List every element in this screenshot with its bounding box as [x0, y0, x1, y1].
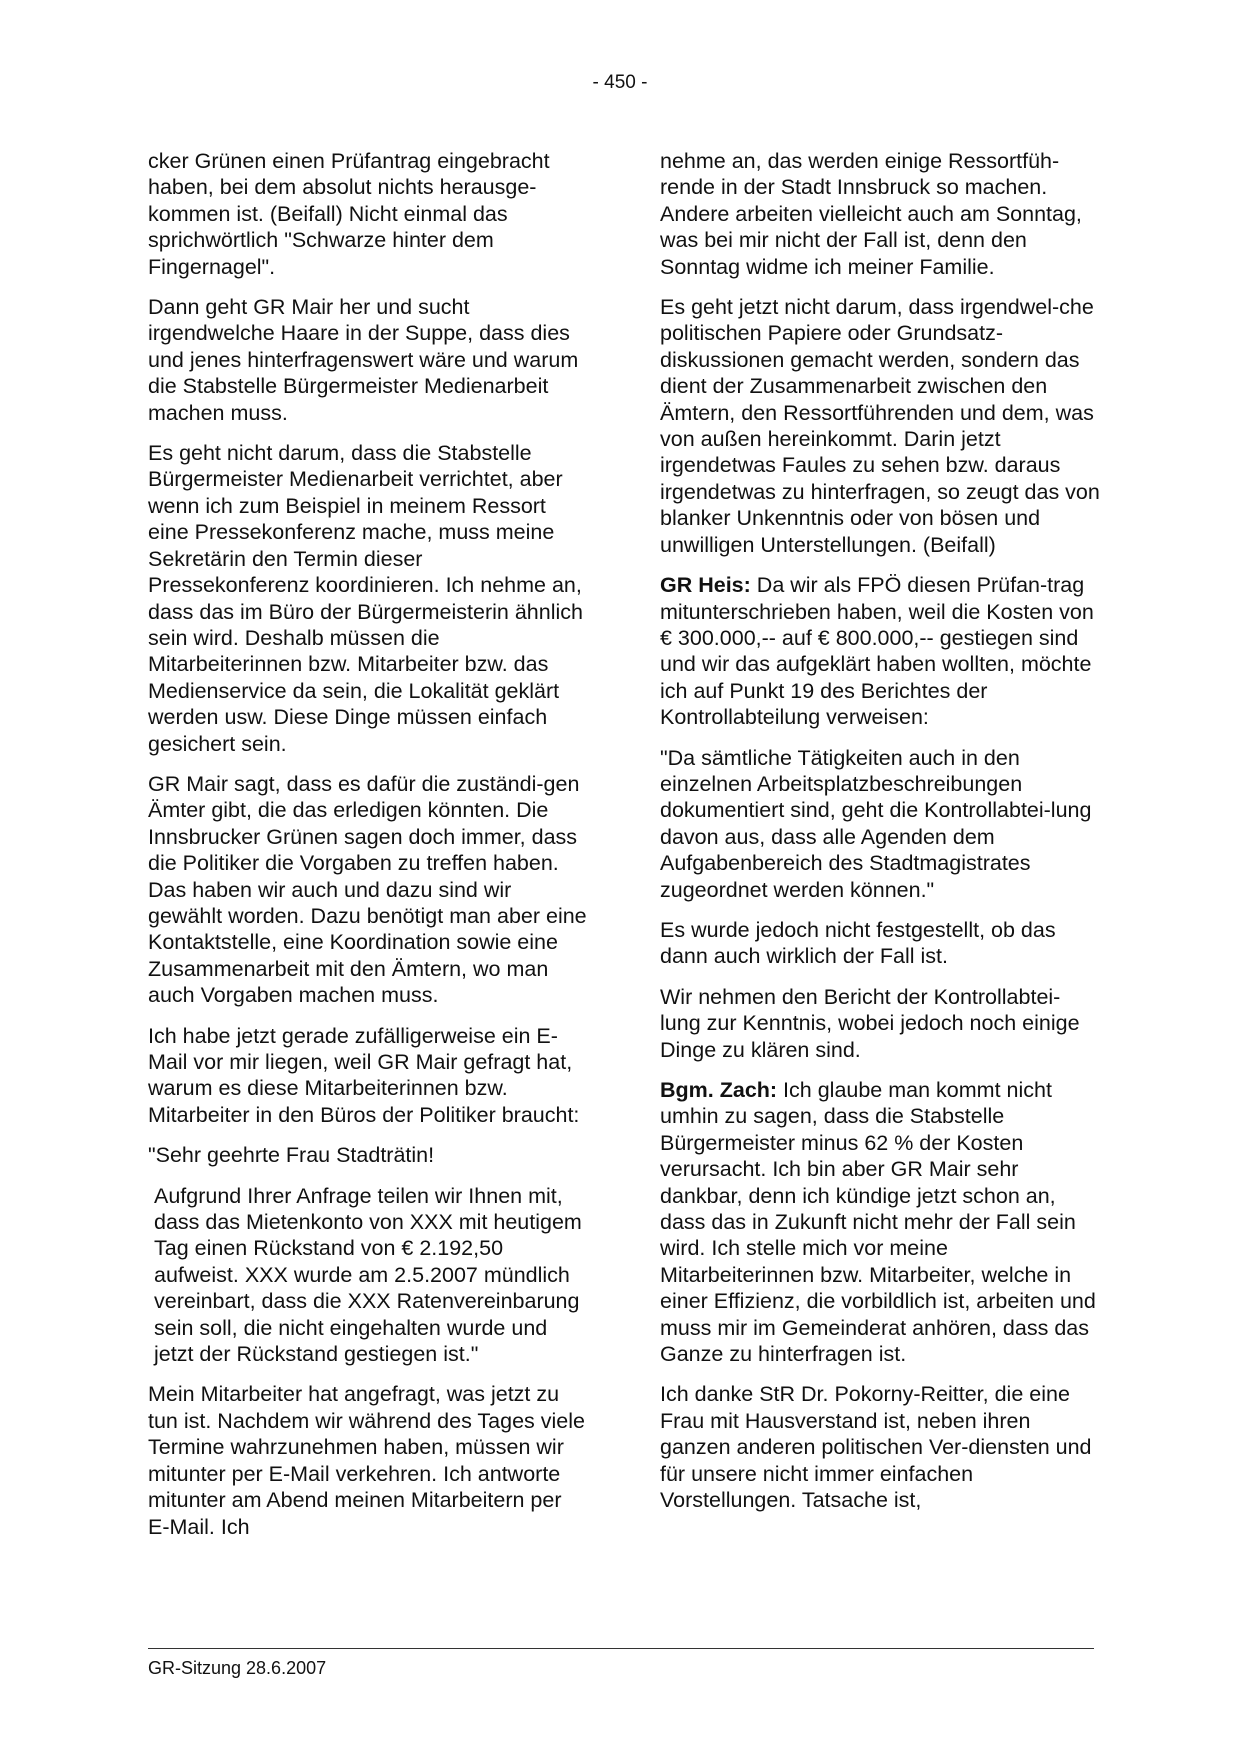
right-column	[660, 148, 1100, 1528]
speech-paragraph	[660, 1077, 1100, 1367]
paragraph: GR Mair sagt, dass es dafür die zuständi-gen Ämter gibt, die das erledigen könnten. Die Innsbrucker Grünen sagen doch immer, dass die Politiker die Vorgaben zu treffen haben. Das haben wir auch und dazu sind wir gewählt worden. Dazu benötigt man aber eine Kontaktstelle, eine Koordination sowie eine Zusammenarbeit mit den Ämtern, wo man auch Vorgaben machen muss.	[148, 771, 587, 1008]
speaker-name: Bgm. Zach:	[660, 1078, 778, 1102]
quoted-email: Aufgrund Ihrer Anfrage teilen wir Ihnen mit, dass das Mietenkonto von XXX mit heutigem Tag einen Rückstand von € 2.192,50 aufweist. XXX wurde am 2.5.2007 mündlich vereinbart, dass die XXX Ratenvereinbarung sein soll, die nicht eingehalten wurde und jetzt der Rückstand gestiegen ist."	[154, 1183, 582, 1367]
speech-paragraph	[660, 572, 1100, 730]
paragraph: Ich danke StR Dr. Pokorny-Reitter, die eine Frau mit Hausverstand ist, neben ihren ganzen anderen politischen Ver-diensten und für unsere nicht immer einfachen Vorstellungen. Tatsache ist,	[660, 1382, 1092, 1513]
left-column	[148, 148, 588, 1554]
quoted-report: "Da sämtliche Tätigkeiten auch in den einzelnen Arbeitsplatzbeschreibungen dokumentiert sind, geht die Kontrollabtei-lung davon aus, dass alle Agenden dem Aufgabenbereich des Stadtmagistrates zugeordnet werden können."	[660, 745, 1092, 902]
paragraph: Es geht jetzt nicht darum, dass irgendwel-che politischen Papiere oder Grundsatz-diskussionen gemacht werden, sondern das dient der Zusammenarbeit zwischen den Ämtern, den Ressortführenden und dem, was von außen hereinkommt. Darin jetzt irgendetwas Faules zu sehen bzw. daraus irgendetwas zu hinterfragen, so zeugt das von blanker Unkenntnis oder von bösen und unwilligen Unterstellungen. (Beifall)	[660, 295, 1100, 557]
paragraph: Es geht nicht darum, dass die Stabstelle Bürgermeister Medienarbeit verrichtet, aber wenn ich zum Beispiel in meinem Ressort eine Pressekonferenz mache, muss meine Sekretärin den Termin dieser Pressekonferenz koordinieren. Ich nehme an, dass das im Büro der Bürgermeisterin ähnlich sein wird. Deshalb müssen die Mitarbeiterinnen bzw. Mitarbeiter bzw. das Medienservice da sein, die Lokalität geklärt werden usw. Diese Dinge müssen einfach gesichert sein.	[148, 441, 583, 756]
footer-divider	[148, 1648, 1094, 1649]
paragraph: Ich habe jetzt gerade zufälligerweise ein E-Mail vor mir liegen, weil GR Mair gefragt hat, warum es diese Mitarbeiterinnen bzw. Mitarbeiter in den Büros der Politiker braucht:	[148, 1023, 580, 1127]
speech-text: Da wir als FPÖ diesen Prüfan-trag mitunterschrieben haben, weil die Kosten von € 300.000,-- auf € 800.000,-- gestiegen sind und wir das aufgeklärt haben wollten, möchte ich auf Punkt 19 des Berichtes der Kontrollabteilung verweisen:	[660, 573, 1094, 730]
paragraph: nehme an, das werden einige Ressortfüh-rende in der Stadt Innsbruck so machen. Andere arbeiten vielleicht auch am Sonntag, was bei mir nicht der Fall ist, denn den Sonntag widme ich meiner Familie.	[660, 149, 1082, 279]
page-number: - 450 -	[592, 72, 648, 93]
speaker-name: GR Heis:	[660, 573, 751, 598]
speech-text: Ich glaube man kommt nicht umhin zu sagen, dass die Stabstelle Bürgermeister minus 62 % der Kosten verursacht. Ich bin aber GR Mair sehr dankbar, denn ich kündige jetzt schon an, dass das in Zukunft nicht mehr der Fall sein wird. Ich stelle mich vor meine Mitarbeiterinnen bzw. Mitarbeiter, welche in einer Effizienz, die vorbildlich ist, arbeiten und muss mir im Gemeinderat anhören, dass das Ganze zu hinterfragen ist.	[660, 1078, 1096, 1367]
paragraph: Mein Mitarbeiter hat angefragt, was jetzt zu tun ist. Nachdem wir während des Tages viele Termine wahrzunehmen haben, müssen wir mitunter per E-Mail verkehren. Ich antworte mitunter am Abend meinen Mitarbeitern per E-Mail. Ich	[148, 1382, 585, 1539]
paragraph: Wir nehmen den Bericht der Kontrollabtei-lung zur Kenntnis, wobei jedoch noch einige Dinge zu klären sind.	[660, 984, 1080, 1062]
footer-text: GR-Sitzung 28.6.2007	[148, 1658, 327, 1678]
paragraph: cker Grünen einen Prüfantrag eingebracht haben, bei dem absolut nichts herausge-kommen ist. (Beifall) Nicht einmal das sprichwörtlich "Schwarze hinter dem Fingernagel".	[148, 149, 550, 279]
paragraph: Es wurde jedoch nicht festgestellt, ob das dann auch wirklich der Fall ist.	[660, 917, 1056, 969]
paragraph: Dann geht GR Mair her und sucht irgendwelche Haare in der Suppe, dass dies und jenes hinterfragenswert wäre und warum die Stabstelle Bürgermeister Medienarbeit machen muss.	[148, 295, 579, 425]
paragraph: "Sehr geehrte Frau Stadträtin!	[148, 1143, 435, 1168]
